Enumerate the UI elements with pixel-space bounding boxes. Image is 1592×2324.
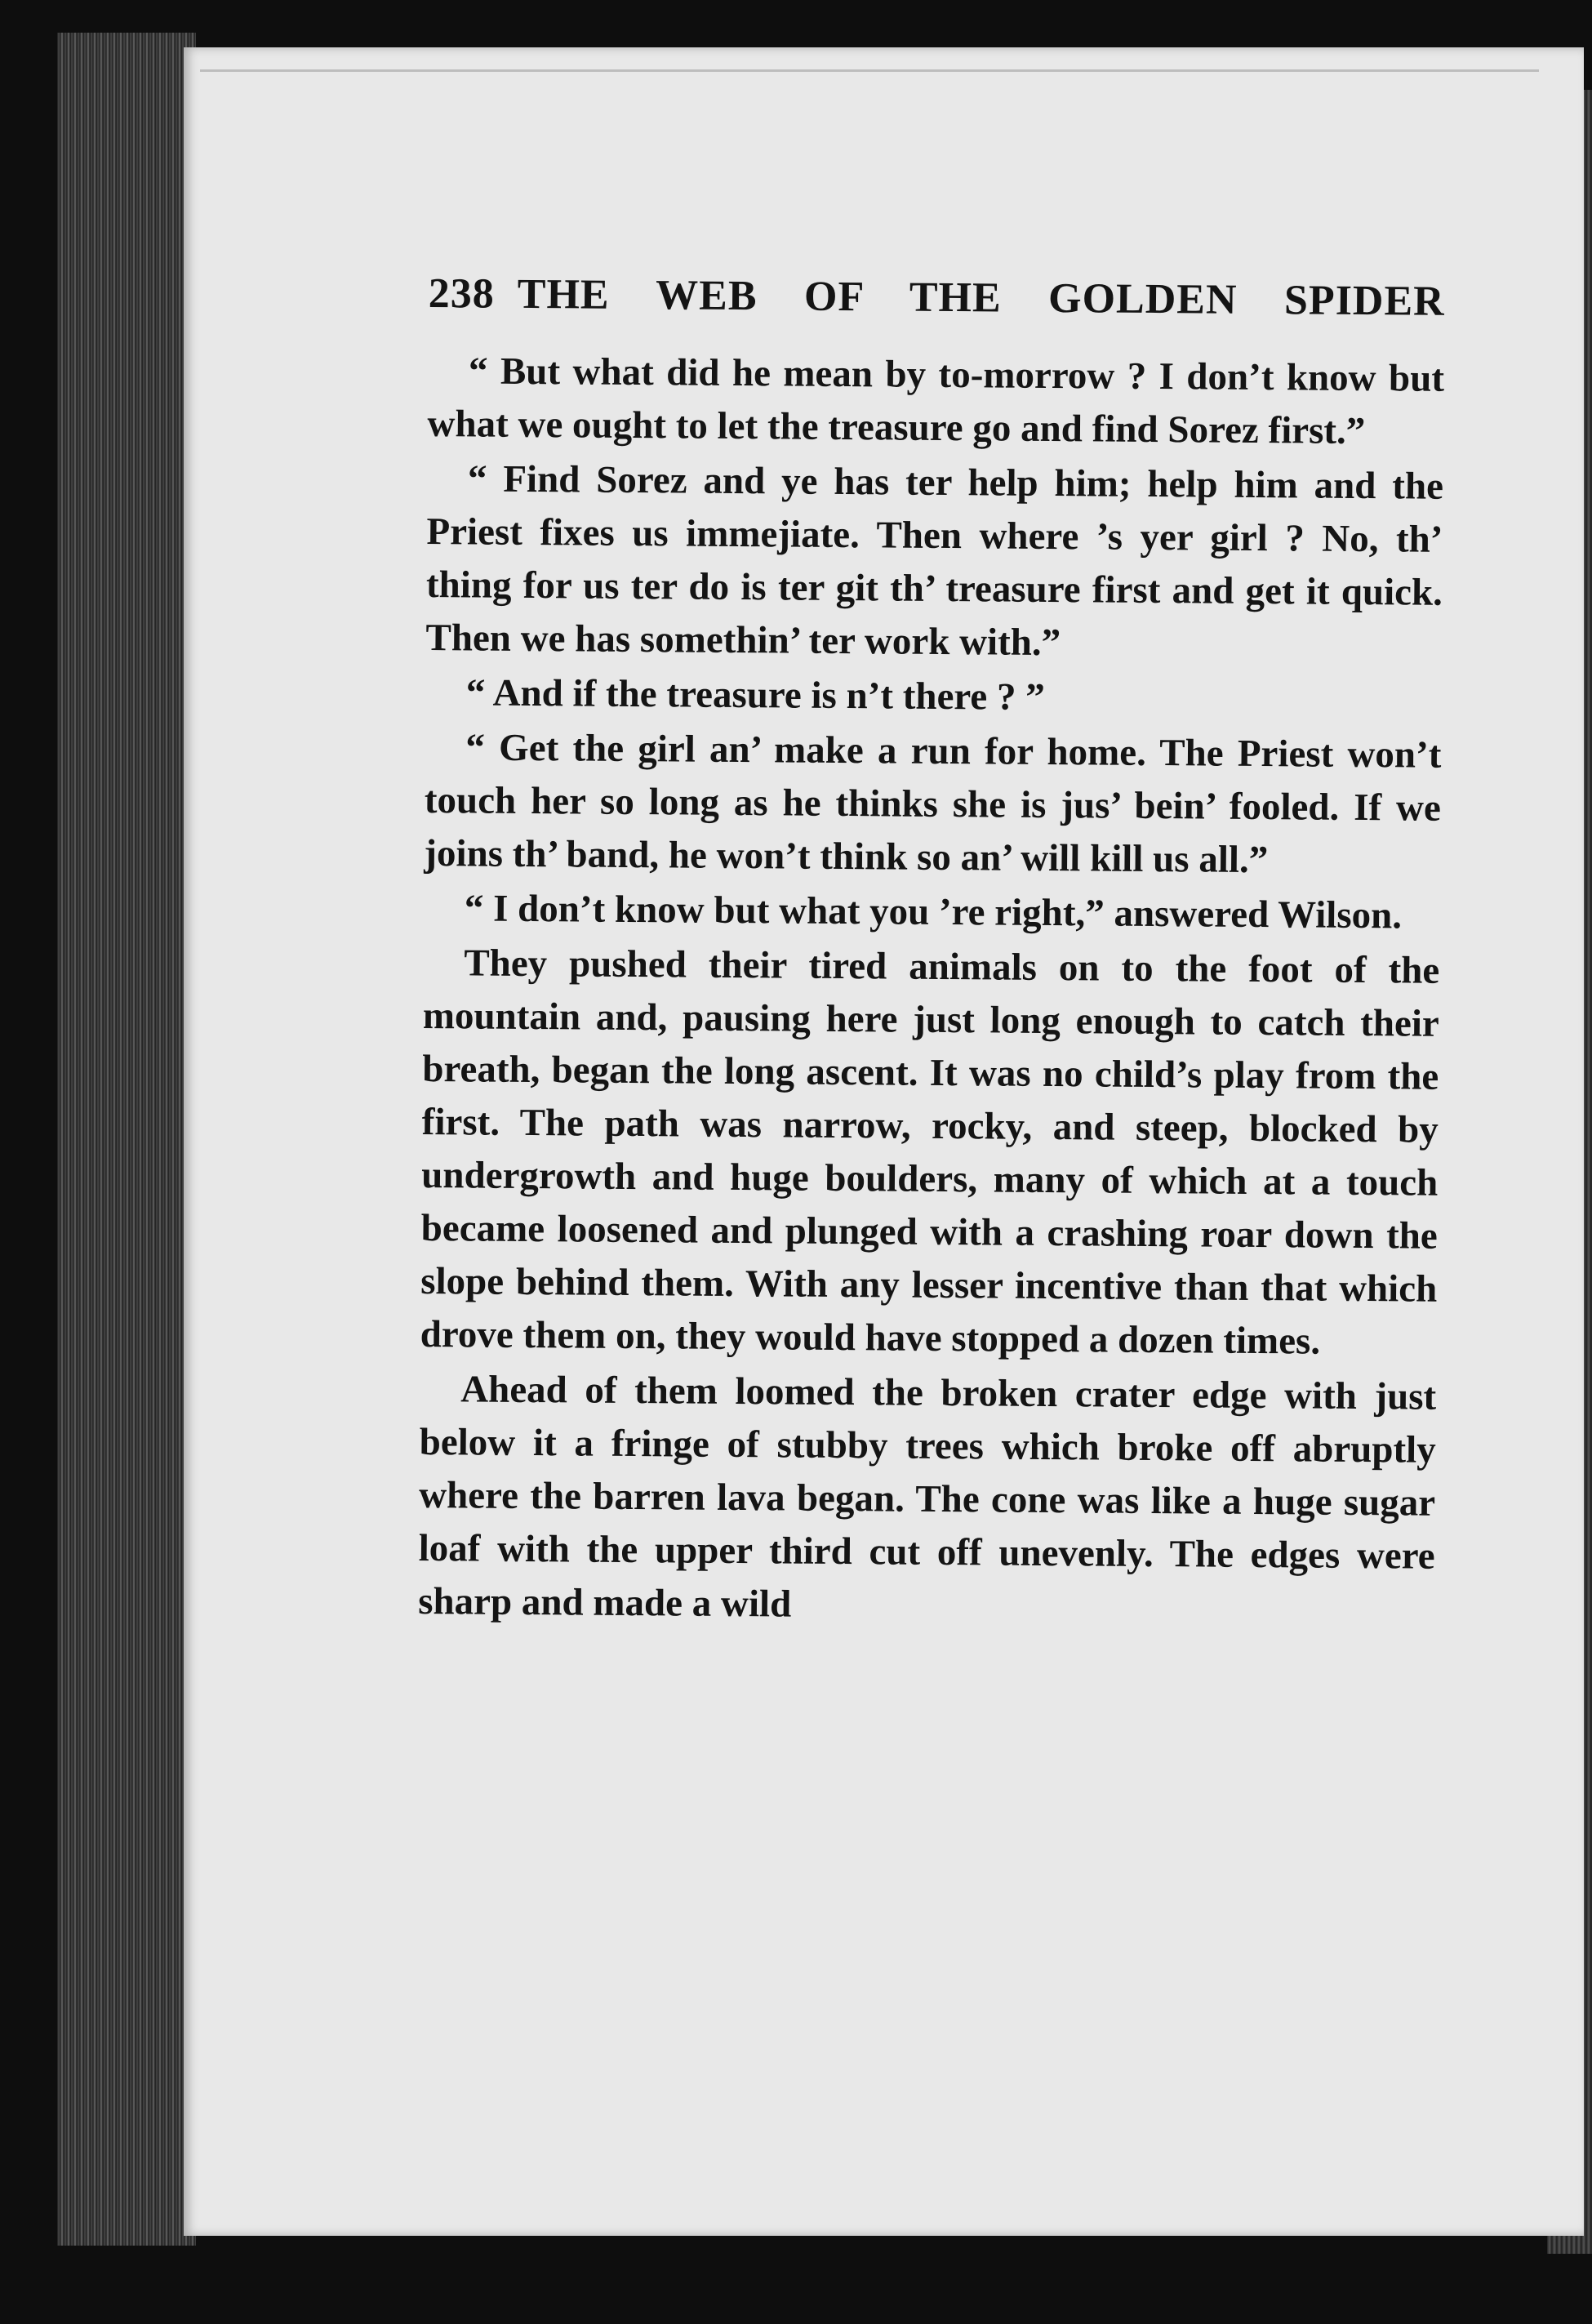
book-page-edges-left (57, 33, 196, 2246)
running-head (428, 269, 1445, 335)
paragraph: “ And if the treasure is n’t there ? ” (465, 671, 1046, 719)
paragraph: “ Get the girl an’ make a run for home. The Priest won’t touch her so long as he thinks she is jus’ bein’ fooled. If we joins th’ band, he won’t think so an’ will kill us all.” (424, 726, 1442, 882)
paragraph: “ Find Sorez and ye has ter help him; help him and the Priest fixes us immejiate. Then where ’s yer girl ? No, th’ thing for us ter do is ter git th’ treasure first and get it quick. Then we has somethin’ ter work with.” (425, 457, 1444, 665)
page-top-edge (200, 69, 1539, 72)
paragraph: Ahead of them loomed the broken crater edge with just below it a fringe of stubby trees which broke off abruptly where the barren lava began. The cone was like a huge sugar loaf with the upper third cut off unevenly. The edges were sharp and made a wild (417, 1368, 1437, 1626)
page-number: 238 (428, 269, 495, 318)
paragraph: “ But what did he mean by to-morrow ? I don’t know but what we ought to let the treasure go and find Sorez first.” (427, 349, 1445, 453)
book-title: THE WEB OF THE GOLDEN SPIDER (517, 270, 1445, 325)
paragraph: They pushed their tired animals on to the foot of the mountain and, pausing here just long enough to catch their breath, began the long ascent. It was no child’s play from the first. The path was narrow, rocky, and steep, blocked by undergrowth and huge boulders, many of which at a touch became loosened and plunged with a crashing roar down the slope behind them. With any lesser incentive than that which drove them on, they would have stopped a dozen times. (420, 942, 1440, 1363)
page-text (418, 269, 1445, 1638)
paragraph: “ I don’t know but what you ’re right,” answered Wilson. (464, 887, 1403, 937)
